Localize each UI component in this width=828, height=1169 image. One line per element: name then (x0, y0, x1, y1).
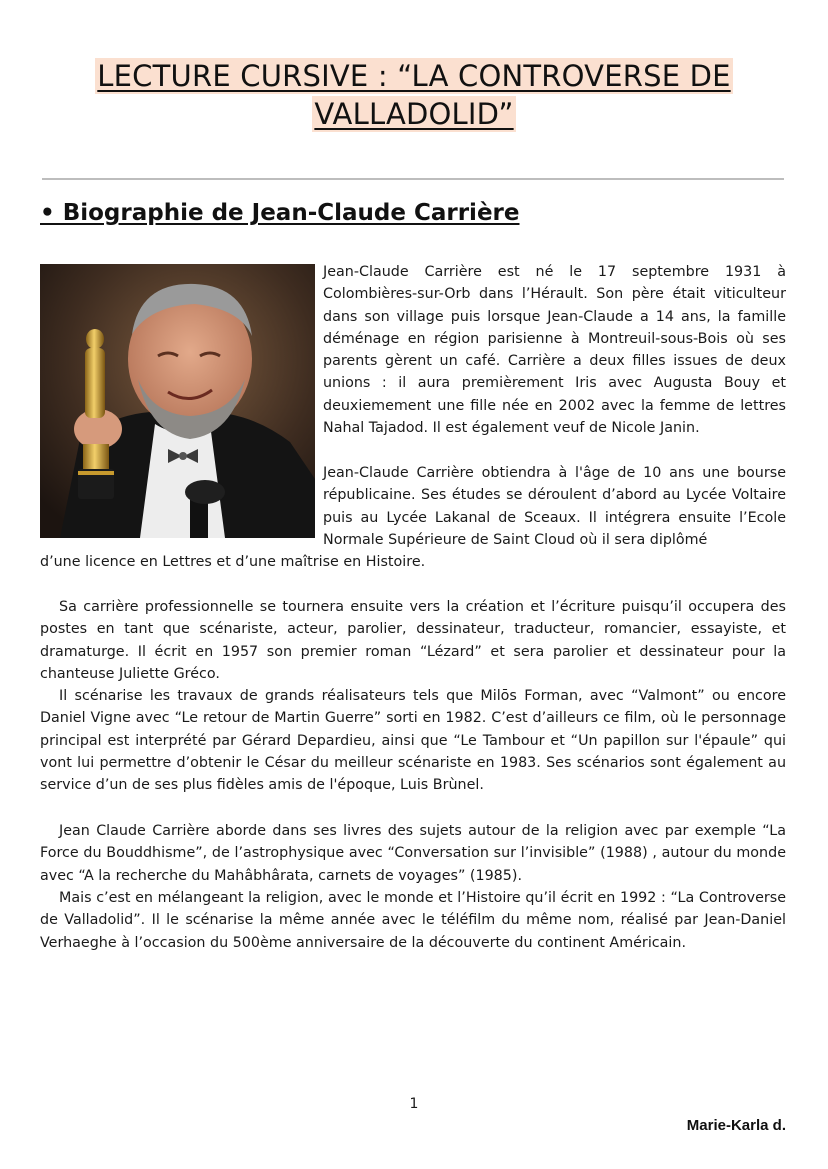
horizontal-divider (42, 178, 784, 180)
paragraph-bio-2: Jean-Claude Carrière obtiendra à l'âge de 10 ans une bourse républicaine. Ses études se déroulent d’abord au Lycée Voltaire puis au Lycée Lakanal de Sceaux. Il intégrera ensuite l’Ecole Normale Supérieure de Saint Cloud où il sera diplômé (323, 465, 786, 548)
title-line-1: LECTURE CURSIVE : “LA CONTROVERSE DE (97, 59, 731, 93)
author-signature: Marie-Karla d. (686, 1117, 786, 1134)
paragraph-films: Il scénarise les travaux de grands réalisateurs tels que Milōs Forman, avec “Valmont” ou encore Daniel Vigne avec “Le retour de Martin Guerre” sorti en 1982. C’est d’ailleurs ce film, où le personnage principal est interprété par Gérard Depardieu, ainsi que “Le Tambour et “Un papillon sur l'épaule” qui vont lui permettre d’obtenir le César du meilleur scénariste en 1983. Ses scénarios sont également au service d’un de ses plus fidèles amis de l'époque, Luis Brùnel. (40, 688, 786, 794)
title-line-2: VALLADOLID” (314, 97, 514, 131)
paragraph-career: Sa carrière professionnelle se tournera ensuite vers la création et l’écriture puisqu’il occupera des postes en tant que scénariste, acteur, parolier, dessinateur, traducteur, romancier, essayiste, et dramaturge. Il écrit en 1957 son premier roman “Lézard” et sera parolier et dessinateur pour la chanteuse Juliette Gréco. (40, 599, 786, 682)
portrait-photo (40, 264, 315, 538)
paragraph-books: Jean Claude Carrière aborde dans ses livres des sujets autour de la religion avec par exemple “La Force du Bouddhisme”, de l’astrophysique avec “Conversation sur l’invisible” (1988) , autour du monde avec “A la recherche du Mahâbhârata, carnets de voyages” (1985). (40, 823, 786, 884)
paragraph-bio-2-continued: d’une licence en Lettres et d’une maîtrise en Histoire. (40, 554, 426, 570)
paragraph-bio-1: Jean-Claude Carrière est né le 17 septembre 1931 à Colombières-sur-Orb dans l’Hérault. Son père était viticulteur dans son village puis lorsque Jean-Claude a 14 ans, la famille déménage en région parisienne à Montreuil-sous-Bois où ses parents gèrent un café. Carrière a deux filles issues de deux unions : il aura premièrement Iris avec Augusta Bouy et deuxiemement une fille née en 2002 avec la femme de lettres Nahal Tajadod. Il est également veuf de Nicole Janin. (323, 264, 786, 437)
page-number: 1 (409, 1096, 419, 1112)
document-title (0, 58, 828, 132)
paragraph-controverse: Mais c’est en mélangeant la religion, avec le monde et l’Histoire qu’il écrit en 1992 : “La Controverse de Valladolid”. Il le scénarise la même année avec le téléfilm du même nom, réalisé par Jean-Daniel Verhaeghe à l’occasion du 500ème anniversaire de la découverte du continent Américain. (40, 890, 786, 951)
section-heading: • Biographie de Jean-Claude Carrière (40, 200, 520, 226)
